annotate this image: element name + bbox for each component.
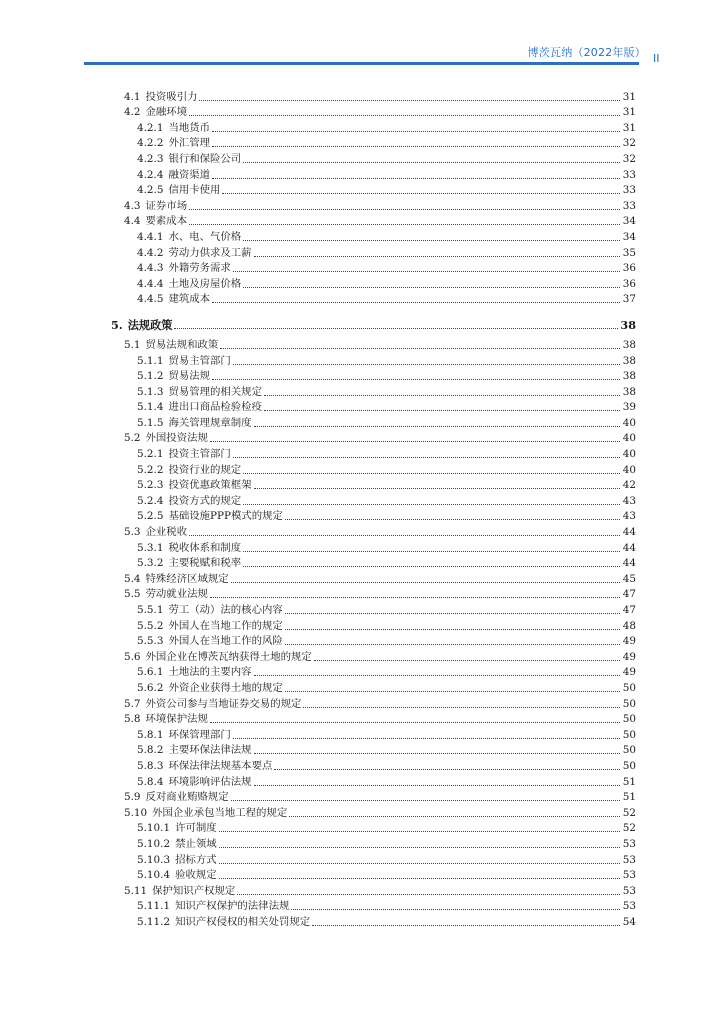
toc-entry[interactable] xyxy=(124,539,636,555)
toc-entry-number: 5.1.2 xyxy=(137,370,164,383)
toc-entry-title: 外国企业在博茨瓦纳获得土地的规定 xyxy=(145,650,312,663)
toc-entry-title: 贸易管理的相关规定 xyxy=(168,385,262,398)
toc-dot-leader xyxy=(254,675,620,676)
toc-entry-number: 4.1 xyxy=(124,90,141,103)
toc-entry-number: 5.5.2 xyxy=(137,619,164,632)
toc-entry-page: 49 xyxy=(622,635,636,648)
toc-dot-leader xyxy=(254,785,620,786)
toc-entry-title: 当地货币 xyxy=(168,121,211,134)
toc-dot-leader xyxy=(189,115,620,116)
toc-entry-page: 50 xyxy=(622,744,636,757)
toc-entry-number: 5.1.1 xyxy=(137,354,164,367)
toc-entry[interactable] xyxy=(124,182,636,198)
toc-entry-page: 50 xyxy=(622,681,636,694)
toc-dot-leader xyxy=(285,629,620,630)
toc-entry-title: 投资方式的规定 xyxy=(168,494,242,507)
toc-dot-leader xyxy=(274,769,620,770)
toc-entry-page: 49 xyxy=(622,666,636,679)
toc-dot-leader xyxy=(219,863,620,864)
toc-entry-page: 33 xyxy=(622,168,636,181)
toc-dot-leader xyxy=(219,847,620,848)
toc-entry-page: 51 xyxy=(622,775,636,788)
header-title: 博茨瓦纳（2022年版） xyxy=(527,46,646,59)
toc-dot-leader xyxy=(243,240,620,241)
toc-entry[interactable] xyxy=(124,477,636,493)
toc-dot-leader xyxy=(243,551,620,552)
toc-dot-leader xyxy=(212,146,620,147)
toc-entry-page: 32 xyxy=(622,152,636,165)
toc-entry-number: 5.8.4 xyxy=(137,775,164,788)
toc-dot-leader xyxy=(231,800,620,801)
toc-entry-number: 4.2.5 xyxy=(137,184,164,197)
toc-entry-page: 47 xyxy=(622,588,636,601)
toc-entry-title: 知识产权保护的法律法规 xyxy=(175,900,290,913)
toc-entry-title: 环境影响评估法规 xyxy=(168,775,252,788)
toc-entry-page: 34 xyxy=(622,230,636,243)
toc-entry-number: 5.10.4 xyxy=(137,869,171,882)
toc-entry-number: 5.3.1 xyxy=(137,541,164,554)
toc-entry-number: 5.2.4 xyxy=(137,494,164,507)
toc-entry-number: 5.9 xyxy=(124,791,141,804)
toc-dot-leader xyxy=(210,597,620,598)
toc-entry[interactable] xyxy=(124,352,636,368)
toc-dot-leader xyxy=(243,162,620,163)
toc-entry[interactable] xyxy=(124,695,636,711)
toc-entry[interactable] xyxy=(124,726,636,742)
toc-entry-page: 54 xyxy=(622,915,636,928)
toc-entry-title: 招标方式 xyxy=(175,853,217,866)
toc-entry-page: 38 xyxy=(622,385,636,398)
toc-entry-page: 42 xyxy=(622,479,636,492)
toc-entry-page: 40 xyxy=(622,416,636,429)
toc-entry[interactable] xyxy=(124,601,636,617)
toc-entry[interactable] xyxy=(124,508,636,524)
toc-entry[interactable] xyxy=(124,820,636,836)
toc-entry-page: 43 xyxy=(622,510,636,523)
toc-dot-leader xyxy=(254,256,620,257)
toc-entry[interactable] xyxy=(124,633,636,649)
toc-dot-leader xyxy=(254,753,620,754)
toc-entry-page: 52 xyxy=(622,806,636,819)
toc-entry-number: 5.6.1 xyxy=(137,666,164,679)
toc-entry[interactable] xyxy=(124,773,636,789)
toc-dot-leader xyxy=(210,722,620,723)
toc-entry-title: 基础设施PPP模式的规定 xyxy=(168,510,283,523)
toc-entry-page: 53 xyxy=(622,837,636,850)
toc-dot-leader xyxy=(243,504,620,505)
toc-dot-leader xyxy=(189,224,620,225)
toc-entry-number: 5.8.3 xyxy=(137,759,164,772)
toc-entry-title: 进出口商品检验检疫 xyxy=(168,401,262,414)
toc-entry[interactable] xyxy=(124,414,636,430)
toc-entry-title: 税收体系和制度 xyxy=(168,541,242,554)
toc-entry-number: 4.2.3 xyxy=(137,152,164,165)
toc-dot-leader xyxy=(285,519,620,520)
toc-entry-number: 5.11 xyxy=(124,884,148,897)
toc-dot-leader xyxy=(212,131,620,132)
toc-entry-title: 许可制度 xyxy=(175,822,217,835)
toc-entry-title: 主要税赋和税率 xyxy=(168,557,242,570)
toc-entry-page: 53 xyxy=(622,900,636,913)
toc-entry-number: 4.2.1 xyxy=(137,121,164,134)
toc-entry-title: 信用卡使用 xyxy=(168,184,221,197)
toc-entry[interactable] xyxy=(124,523,636,539)
toc-dot-leader xyxy=(243,473,620,474)
toc-entry-page: 40 xyxy=(622,432,636,445)
toc-dot-leader xyxy=(212,178,620,179)
toc-entry-title: 融资渠道 xyxy=(168,168,211,181)
toc-dot-leader xyxy=(210,441,620,442)
toc-entry[interactable] xyxy=(111,314,636,332)
toc-entry[interactable] xyxy=(124,867,636,883)
toc-dot-leader xyxy=(243,287,620,288)
toc-entry-number: 4.3 xyxy=(124,199,141,212)
toc-entry-number: 5.4 xyxy=(124,572,141,585)
toc-entry[interactable] xyxy=(124,399,636,415)
toc-entry-number: 5.6 xyxy=(124,650,141,663)
toc-entry-number: 5.2.5 xyxy=(137,510,164,523)
toc-entry-page: 34 xyxy=(622,215,636,228)
toc-entry-number: 5.1.3 xyxy=(137,385,164,398)
toc-entry[interactable] xyxy=(124,197,636,213)
toc-entry[interactable] xyxy=(124,135,636,151)
toc-entry[interactable] xyxy=(124,851,636,867)
toc-entry[interactable] xyxy=(124,492,636,508)
toc-entry[interactable] xyxy=(124,244,636,260)
toc-entry[interactable] xyxy=(124,445,636,461)
header-rule xyxy=(84,62,639,65)
toc-dot-leader xyxy=(189,535,620,536)
toc-dot-leader xyxy=(254,488,620,489)
toc-entry-number: 5.5 xyxy=(124,588,141,601)
toc-entry-number: 5.1 xyxy=(124,338,141,351)
toc-entry-title: 贸易法规 xyxy=(168,370,211,383)
toc-entry-number: 5.11.2 xyxy=(137,915,171,928)
toc-entry-title: 主要环保法律法规 xyxy=(168,744,252,757)
toc-entry-title: 贸易法规和政策 xyxy=(145,338,219,351)
toc-entry-number: 5.3 xyxy=(124,526,141,539)
toc-entry-page: 38 xyxy=(622,354,636,367)
toc-entry-number: 4.2 xyxy=(124,106,141,119)
toc-entry-page: 44 xyxy=(622,541,636,554)
toc-entry-number: 5.10 xyxy=(124,806,148,819)
toc-entry-title: 环保管理部门 xyxy=(168,728,231,741)
toc-entry-page: 51 xyxy=(622,791,636,804)
toc-entry-page: 39 xyxy=(622,401,636,414)
toc-entry-title: 水、电、气价格 xyxy=(168,230,242,243)
toc-entry-page: 32 xyxy=(622,137,636,150)
table-of-contents xyxy=(111,88,636,929)
toc-entry-page: 49 xyxy=(622,650,636,663)
toc-entry-number: 5.8.1 xyxy=(137,728,164,741)
toc-dot-leader xyxy=(264,395,620,396)
toc-dot-leader xyxy=(285,613,620,614)
toc-entry[interactable] xyxy=(124,570,636,586)
toc-entry-title: 环保法律法规基本要点 xyxy=(168,759,273,772)
toc-entry-title: 劳动就业法规 xyxy=(145,588,208,601)
toc-entry-page: 38 xyxy=(622,338,636,351)
toc-entry-number: 5.2.3 xyxy=(137,479,164,492)
toc-dot-leader xyxy=(303,707,620,708)
toc-entry-page: 43 xyxy=(622,494,636,507)
toc-entry-page: 37 xyxy=(622,293,636,306)
toc-dot-leader xyxy=(233,457,620,458)
toc-entry[interactable] xyxy=(124,757,636,773)
toc-entry[interactable] xyxy=(124,586,636,602)
toc-entry-number: 5.8.2 xyxy=(137,744,164,757)
toc-entry[interactable] xyxy=(124,804,636,820)
toc-entry-number: 5.10.3 xyxy=(137,853,171,866)
toc-entry-number: 4.4.5 xyxy=(137,293,164,306)
toc-entry-page: 36 xyxy=(622,262,636,275)
toc-entry-page: 44 xyxy=(622,526,636,539)
toc-dot-leader xyxy=(189,209,620,210)
toc-entry-title: 投资行业的规定 xyxy=(168,463,242,476)
toc-entry-title: 外汇管理 xyxy=(168,137,211,150)
toc-dot-leader xyxy=(314,660,620,661)
toc-entry-title: 企业税收 xyxy=(145,526,188,539)
toc-entry-page: 44 xyxy=(622,557,636,570)
toc-entry-title: 劳工（动）法的核心内容 xyxy=(168,604,283,616)
toc-entry-title: 证券市场 xyxy=(145,199,188,212)
toc-entry-page: 50 xyxy=(622,728,636,741)
toc-entry-title: 外国人在当地工作的规定 xyxy=(168,619,283,632)
toc-dot-leader xyxy=(291,909,620,910)
toc-entry-number: 4.4.3 xyxy=(137,262,164,275)
toc-dot-leader xyxy=(237,894,620,895)
toc-entry-title: 知识产权侵权的相关处罚规定 xyxy=(175,915,311,928)
toc-entry-number: 5.7 xyxy=(124,697,141,710)
toc-dot-leader xyxy=(231,582,620,583)
toc-entry-title: 保护知识产权规定 xyxy=(152,884,236,897)
toc-entry[interactable] xyxy=(124,166,636,182)
toc-entry-title: 土地法的主要内容 xyxy=(168,666,252,679)
toc-entry-page: 31 xyxy=(622,121,636,134)
toc-entry[interactable] xyxy=(124,679,636,695)
toc-entry[interactable] xyxy=(124,461,636,477)
toc-entry-title: 反对商业贿赂规定 xyxy=(145,791,229,804)
toc-dot-leader xyxy=(289,816,620,817)
toc-dot-leader xyxy=(219,878,620,879)
toc-entry-page: 45 xyxy=(622,572,636,585)
toc-dot-leader xyxy=(220,348,620,349)
toc-entry-page: 35 xyxy=(622,246,636,259)
toc-entry-title: 外籍劳务需求 xyxy=(168,262,231,275)
toc-entry-page: 40 xyxy=(622,463,636,476)
toc-entry-page: 50 xyxy=(622,759,636,772)
toc-entry[interactable] xyxy=(124,742,636,758)
toc-entry[interactable] xyxy=(124,711,636,727)
toc-entry-page: 38 xyxy=(622,370,636,383)
toc-entry-page: 48 xyxy=(622,619,636,632)
toc-entry-title: 特殊经济区域规定 xyxy=(145,572,229,585)
toc-entry-title: 禁止领域 xyxy=(175,837,217,850)
toc-entry-number: 4.2.4 xyxy=(137,168,164,181)
toc-entry-number: 5.8 xyxy=(124,713,141,726)
toc-entry-title: 外资公司参与当地证券交易的规定 xyxy=(145,697,302,710)
toc-entry-page: 47 xyxy=(622,604,636,616)
toc-entry-number: 5.10.2 xyxy=(137,837,171,850)
toc-entry-page: 52 xyxy=(622,822,636,835)
toc-entry[interactable] xyxy=(124,368,636,384)
toc-entry-number: 5.1.4 xyxy=(137,401,164,414)
toc-entry[interactable] xyxy=(124,789,636,805)
toc-entry[interactable] xyxy=(124,119,636,135)
toc-entry-number: 5.2.2 xyxy=(137,463,164,476)
toc-entry-title: 投资主管部门 xyxy=(168,448,231,461)
toc-entry[interactable] xyxy=(124,617,636,633)
toc-entry-page: 50 xyxy=(622,713,636,726)
toc-entry[interactable] xyxy=(124,150,636,166)
toc-entry-title: 法规政策 xyxy=(127,318,173,333)
toc-entry-number: 5.10.1 xyxy=(137,822,171,835)
toc-entry-title: 要素成本 xyxy=(145,215,188,228)
toc-entry[interactable] xyxy=(124,898,636,914)
toc-entry-page: 53 xyxy=(622,884,636,897)
toc-entry-number: 5.11.1 xyxy=(137,900,171,913)
toc-dot-leader xyxy=(233,738,620,739)
toc-entry-page: 40 xyxy=(622,448,636,461)
toc-entry-title: 银行和保险公司 xyxy=(168,152,242,165)
toc-entry[interactable] xyxy=(124,213,636,229)
header-page-number: II xyxy=(653,52,660,65)
toc-entry-page: 38 xyxy=(620,318,636,333)
toc-entry-number: 4.4.1 xyxy=(137,230,164,243)
toc-entry-number: 5.5.3 xyxy=(137,635,164,648)
toc-dot-leader xyxy=(285,691,620,692)
toc-entry[interactable] xyxy=(124,664,636,680)
toc-entry-title: 验收规定 xyxy=(175,869,217,882)
toc-entry-page: 33 xyxy=(622,184,636,197)
toc-dot-leader xyxy=(199,100,620,101)
toc-entry-title: 外资企业获得土地的规定 xyxy=(168,681,283,694)
toc-dot-leader xyxy=(243,566,620,567)
toc-dot-leader xyxy=(312,925,620,926)
toc-entry-page: 33 xyxy=(622,199,636,212)
toc-entry[interactable] xyxy=(124,430,636,446)
toc-dot-leader xyxy=(219,831,620,832)
toc-dot-leader xyxy=(285,644,620,645)
toc-entry-title: 土地及房屋价格 xyxy=(168,277,242,290)
toc-entry-title: 投资优惠政策框架 xyxy=(168,479,252,492)
toc-entry[interactable] xyxy=(124,104,636,120)
toc-entry-title: 外国企业承包当地工程的规定 xyxy=(152,806,288,819)
toc-entry-page: 31 xyxy=(622,90,636,103)
toc-entry[interactable] xyxy=(124,555,636,571)
toc-entry[interactable] xyxy=(124,882,636,898)
toc-entry[interactable] xyxy=(124,275,636,291)
toc-entry-title: 海关管理规章制度 xyxy=(168,416,252,429)
toc-entry-title: 建筑成本 xyxy=(168,293,211,306)
toc-entry-title: 贸易主管部门 xyxy=(168,354,231,367)
toc-entry[interactable] xyxy=(124,291,636,307)
toc-dot-leader xyxy=(222,193,620,194)
toc-entry-page: 50 xyxy=(622,697,636,710)
toc-entry-title: 外国人在当地工作的风险 xyxy=(168,635,283,648)
toc-entry-number: 4.4 xyxy=(124,215,141,228)
toc-dot-leader xyxy=(233,271,620,272)
toc-entry-number: 4.2.2 xyxy=(137,137,164,150)
toc-entry-number: 5.6.2 xyxy=(137,681,164,694)
toc-entry-page: 31 xyxy=(622,106,636,119)
toc-entry-number: 4.4.2 xyxy=(137,246,164,259)
toc-dot-leader xyxy=(233,364,620,365)
toc-entry-title: 环境保护法规 xyxy=(145,713,208,726)
toc-entry-title: 投资吸引力 xyxy=(145,90,198,103)
toc-entry-number: 4.4.4 xyxy=(137,277,164,290)
toc-dot-leader xyxy=(212,379,620,380)
toc-entry-page: 53 xyxy=(622,853,636,866)
toc-entry[interactable] xyxy=(124,260,636,276)
toc-entry-number: 5.2.1 xyxy=(137,448,164,461)
toc-entry[interactable] xyxy=(124,228,636,244)
toc-dot-leader xyxy=(212,302,620,303)
toc-entry-number: 5.3.2 xyxy=(137,557,164,570)
toc-entry-title: 劳动力供求及工薪 xyxy=(168,246,252,259)
toc-dot-leader xyxy=(254,426,620,427)
toc-dot-leader xyxy=(174,328,618,329)
toc-entry[interactable] xyxy=(124,648,636,664)
toc-entry-number: 5. xyxy=(111,318,123,333)
toc-entry-number: 5.1.5 xyxy=(137,416,164,429)
toc-entry-number: 5.2 xyxy=(124,432,141,445)
toc-dot-leader xyxy=(264,410,620,411)
toc-entry[interactable] xyxy=(124,383,636,399)
toc-entry-title: 金融环境 xyxy=(145,106,188,119)
toc-entry-page: 36 xyxy=(622,277,636,290)
toc-entry[interactable] xyxy=(124,88,636,104)
toc-entry-page: 53 xyxy=(622,869,636,882)
toc-entry[interactable] xyxy=(124,835,636,851)
toc-entry-title: 外国投资法规 xyxy=(145,432,208,445)
toc-entry-number: 5.5.1 xyxy=(137,604,164,616)
toc-entry[interactable] xyxy=(124,336,636,352)
toc-entry[interactable] xyxy=(124,913,636,929)
